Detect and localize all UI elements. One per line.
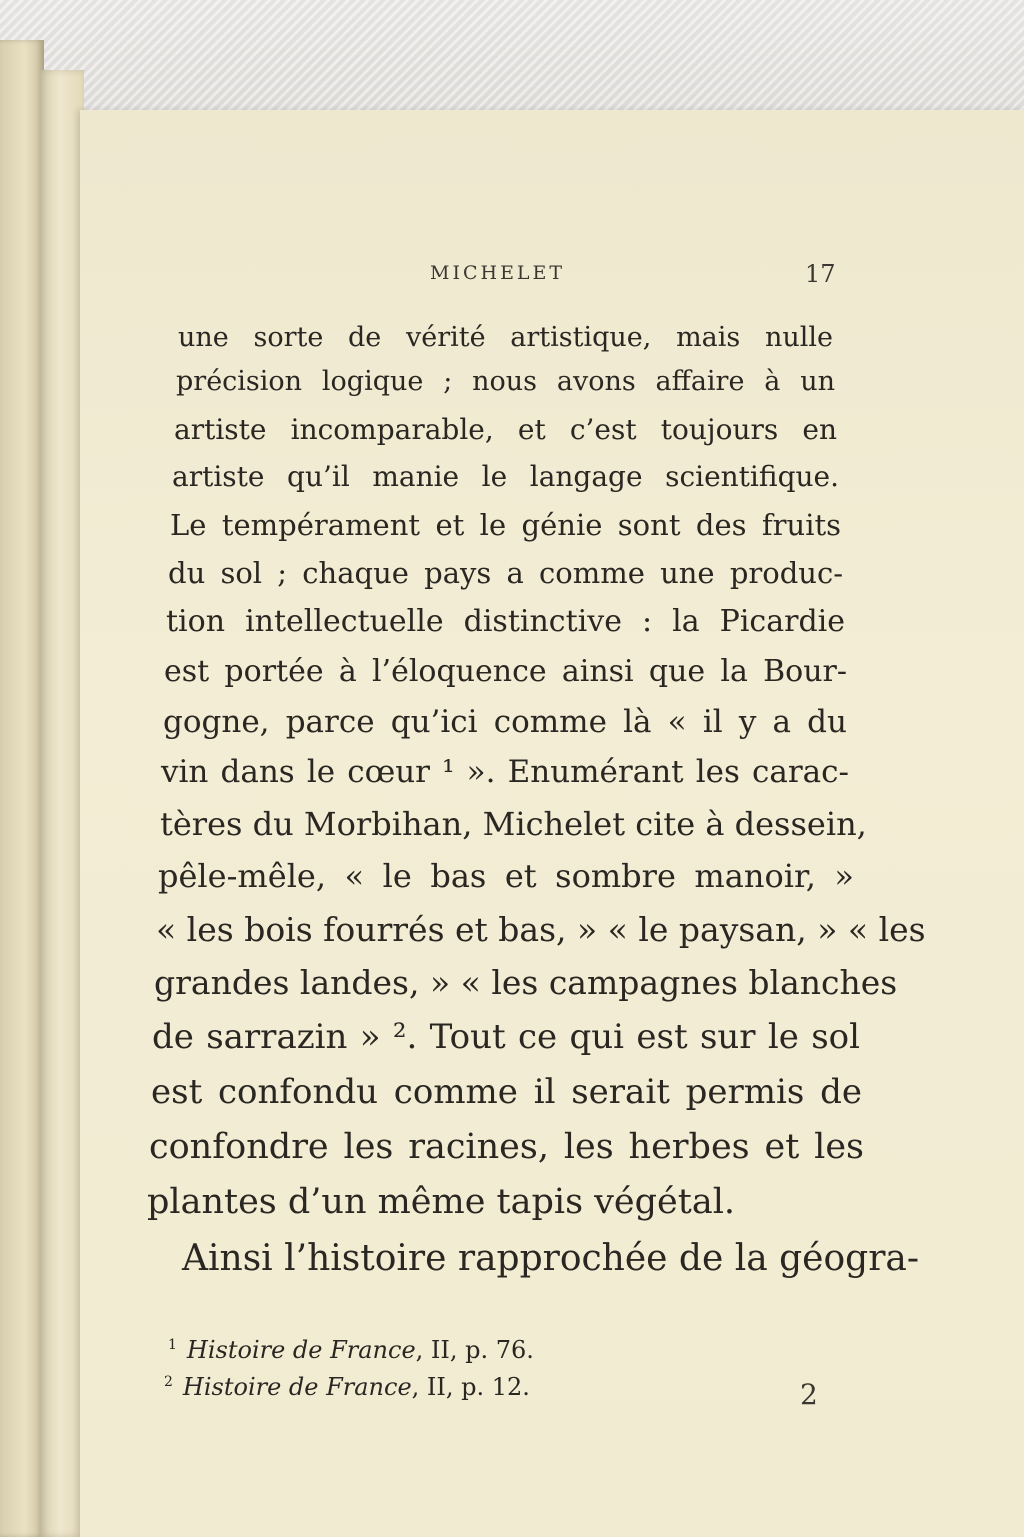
book-gutter bbox=[40, 70, 84, 1537]
text-line: du sol ; chaque pays a comme une produc- bbox=[168, 556, 843, 590]
text-line: grandes landes, » « les campagnes blanches bbox=[154, 963, 898, 1002]
text-line: précision logique ; nous avons affaire à un bbox=[176, 366, 835, 397]
left-page-edge bbox=[0, 40, 44, 1537]
text-line: vin dans le cœur ¹ ». Enumérant les carac- bbox=[161, 754, 849, 790]
text-line: une sorte de vérité artistique, mais nulle bbox=[178, 322, 833, 353]
text-line: est portée à l’éloquence ainsi que la Bour- bbox=[164, 654, 847, 689]
footnote-title: Histoire de France bbox=[186, 1336, 416, 1364]
text-line: tères du Morbihan, Michelet cite à dessein, bbox=[160, 805, 867, 843]
text-line: de sarrazin » ². Tout ce qui est sur le sol bbox=[152, 1017, 860, 1057]
text-line: tion intellectuelle distinctive : la Picardie bbox=[166, 604, 845, 639]
text-line: Ainsi l’histoire rapprochée de la géogra- bbox=[182, 1238, 920, 1279]
running-head: MICHELET bbox=[430, 262, 566, 284]
text-line: pêle-mêle, « le bas et sombre manoir, » bbox=[158, 857, 854, 895]
text-line: plantes d’un même tapis végétal. bbox=[147, 1182, 736, 1222]
footnote-title: Histoire de France bbox=[182, 1373, 412, 1401]
text-line: artiste incomparable, et c’est toujours en bbox=[174, 413, 837, 446]
footnote-2 bbox=[164, 1373, 530, 1401]
text-line: « les bois fourrés et bas, » « le paysan, » « les bbox=[156, 910, 926, 949]
footnote-1 bbox=[168, 1336, 534, 1364]
footnote-mark: 2 bbox=[164, 1374, 173, 1390]
footnote-mark: 1 bbox=[168, 1337, 177, 1353]
text-line: confondre les racines, les herbes et les bbox=[149, 1127, 864, 1167]
text-line: gogne, parce qu’ici comme là « il y a du bbox=[163, 704, 847, 740]
text-line: est confondu comme il serait permis de bbox=[151, 1072, 862, 1112]
text-line: Le tempérament et le génie sont des fruits bbox=[170, 508, 841, 542]
footnote-ref: , II, p. 12. bbox=[411, 1373, 530, 1401]
page-number: 17 bbox=[805, 260, 836, 288]
signature-mark: 2 bbox=[800, 1378, 818, 1411]
text-line: artiste qu’il manie le langage scientifique. bbox=[172, 460, 839, 493]
footnote-ref: , II, p. 76. bbox=[415, 1336, 534, 1364]
